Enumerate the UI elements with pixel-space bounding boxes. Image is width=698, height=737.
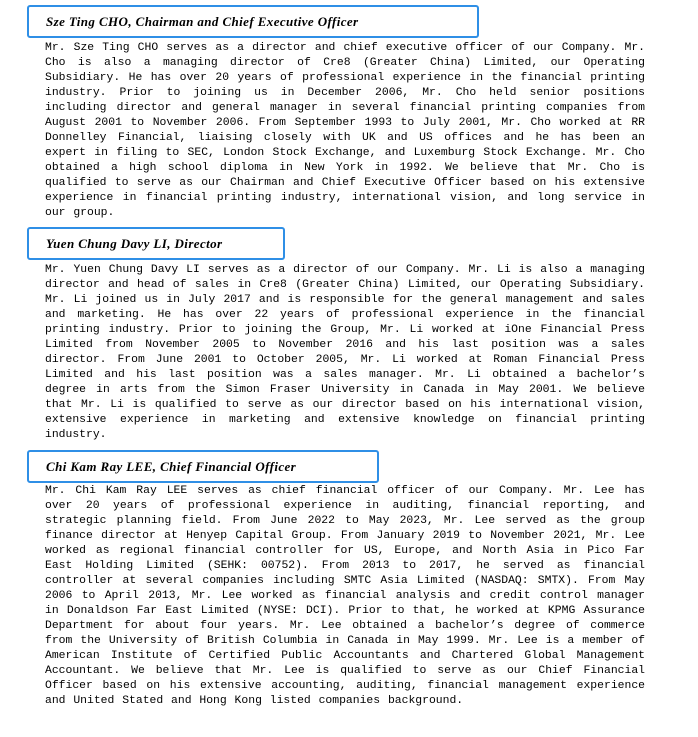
section-heading: Chi Kam Ray LEE, Chief Financial Officer — [46, 458, 297, 474]
bio-paragraph: Mr. Sze Ting CHO serves as a director and chief executive officer of our Company. Mr. Cho is also a managing director of Cre8 (Greater China) Limited, our Operating Subsidiary. He has over 20 years of professional experience in the financial printing industry. Prior to joining us in December 2006, Mr. Cho held senior positions including director and general manager in several financial printing companies from August 2001 to November 2006. From September 1993 to July 2001, Mr. Cho worked at RR Donnelley Financial, liaising closely with UK and US offices and he has been an expert in filing to SEC, London Stock Exchange, and Luxemburg Stock Exchange. Mr. Cho obtained a high school diploma in New York in 1992. We believe that Mr. Cho is qualified to serve as our Chairman and Chief Executive Officer based on his extensive experience in financial printing industry, international vision, and long service in our group. — [45, 42, 645, 219]
section-heading-box — [27, 450, 379, 483]
section-heading: Yuen Chung Davy LI, Director — [46, 235, 223, 251]
section-heading-box — [27, 227, 285, 260]
bio-paragraph: Mr. Chi Kam Ray LEE serves as chief financial officer of our Company. Mr. Lee has over 20 years of professional experience in auditing, financial reporting, and strategic planning field. From June 2022 to May 2023, Mr. Lee served as the group finance director at Henyep Capital Group. From January 2019 to November 2021, Mr. Lee worked as regional financial controller for US, Europe, and North Asia in Pico Far East Holding Limited (SEHK: 00752). From 2013 to 2017, he served as financial controller at several companies including SMTC Asia Limited (NASDAQ: SMTX). From May 2006 to April 2013, Mr. Lee worked as financial analysis and credit control manager in Donaldson Far East Limited (NYSE: DCI). Prior to that, he worked at KPMG Assurance Department for about four years. Mr. Lee obtained a bachelor’s degree of commerce from the University of British Columbia in Canada in May 1999. Mr. Lee is a member of American Institute of Certified Public Accountants and Chartered Global Management Accountant. We believe that Mr. Lee is qualified to serve as our Chief Financial Officer based on his extensive accounting, auditing, financial management experience and United Stated and Hong Kong listed companies background. — [45, 485, 645, 707]
section-heading-box — [27, 5, 479, 38]
section-heading: Sze Ting CHO, Chairman and Chief Executive Officer — [46, 13, 359, 29]
bio-paragraph: Mr. Yuen Chung Davy LI serves as a director of our Company. Mr. Li is also a managing director and head of sales in Cre8 (Greater China) Limited, our Operating Subsidiary. Mr. Li joined us in July 2017 and is responsible for the general management and sales and marketing. He has over 22 years of professional experience in the financial printing industry. Prior to joining the Group, Mr. Li worked at iOne Financial Press Limited from November 2005 to November 2016 and his last position was a sales director. From June 2001 to October 2005, Mr. Li worked at Roman Financial Press Limited and his last position was a sales manager. Mr. Li obtained a bachelor’s degree in arts from the Simon Fraser University in Canada in May 2001. We believe that Mr. Li is qualified to serve as our director based on his international vision, extensive experience in marketing and extensive knowledge on financial printing industry. — [45, 264, 645, 441]
